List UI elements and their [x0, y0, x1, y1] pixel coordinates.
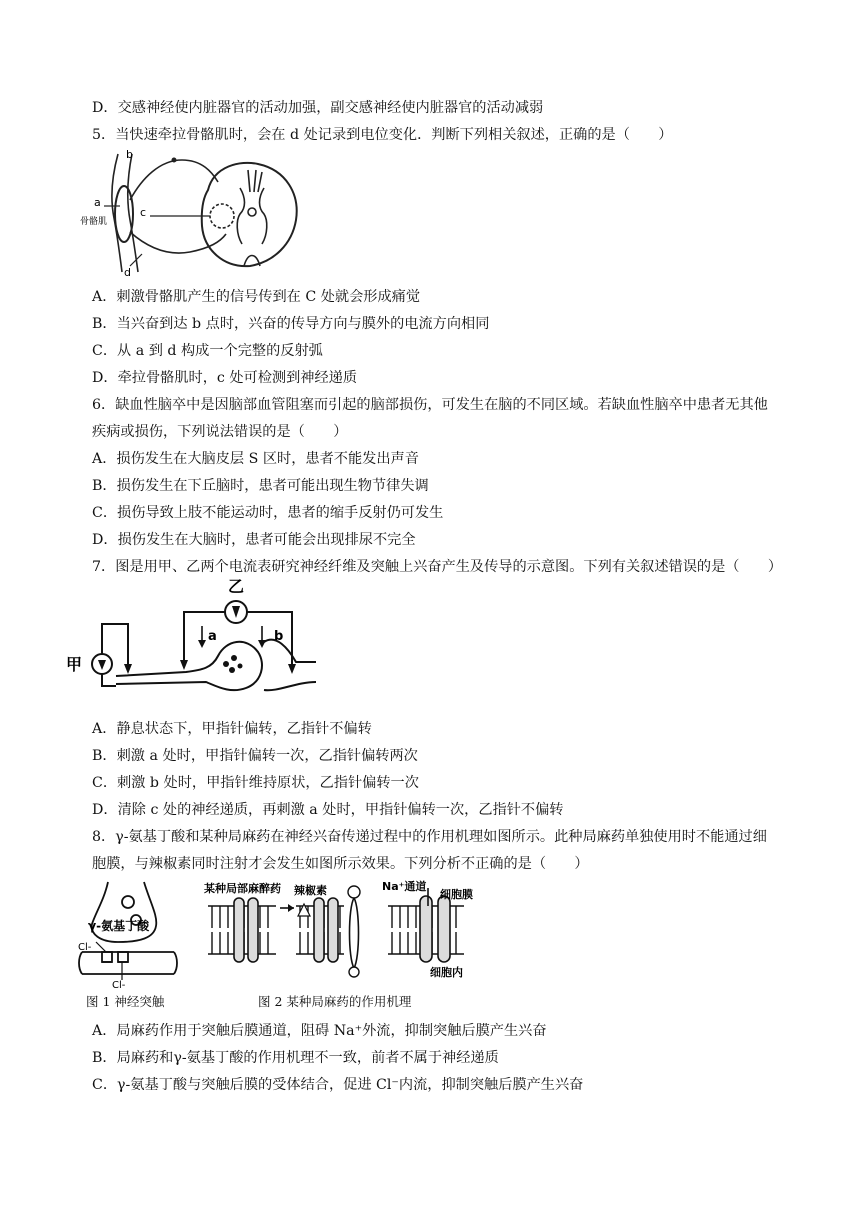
- q8-fig1-label-cl-top: Cl-: [78, 942, 92, 953]
- q6-option-d: D．损伤发生在大脑时，患者可能会出现排尿不完全: [92, 532, 416, 548]
- q4-option-d: D．交感神经使内脏器官的活动加强，副交感神经使内脏器官的活动减弱: [92, 100, 544, 116]
- q8-fig2-label-membrane: 细胞膜: [440, 888, 473, 901]
- q6-stem-line1: 6．缺血性脑卒中是因脑部血管阻塞而引起的脑部损伤，可发生在脑的不同区域。若缺血性脑卒中患者无其他: [92, 397, 768, 413]
- q7-option-c: C．刺激 b 处时，甲指针维持原状，乙指针偏转一次: [92, 775, 419, 791]
- q7-label-b: b: [274, 629, 284, 644]
- q8-fig2-caption: 图 2 某种局麻药的作用机理: [258, 994, 412, 1009]
- q5-label-d: d: [124, 266, 131, 279]
- q8-fig1-label-cl-bottom: Cl-: [112, 980, 126, 991]
- q5-label-c: c: [140, 206, 147, 219]
- q5-option-b: B．当兴奋到达 b 点时，兴奋的传导方向与膜外的电流方向相同: [92, 316, 490, 332]
- q5-option-c: C．从 a 到 d 构成一个完整的反射弧: [92, 343, 323, 359]
- q6-stem-line2: 疾病或损伤，下列说法错误的是（ ）: [92, 424, 348, 440]
- q5-label-muscle: 骨骼肌: [80, 217, 108, 227]
- q5-label-b: b: [126, 148, 133, 161]
- q8-option-c: C．γ-氨基丁酸与突触后膜的受体结合，促进 Cl⁻内流，抑制突触后膜产生兴奋: [92, 1077, 584, 1093]
- q5-reflex-arc-figure: [80, 148, 290, 279]
- q8-option-a: A．局麻药作用于突触后膜通道，阻碍 Na⁺外流，抑制突触后膜产生兴奋: [92, 1023, 547, 1039]
- q7-option-b: B．刺激 a 处时，甲指针偏转一次，乙指针偏转两次: [92, 748, 418, 764]
- q8-anesthetic-mechanism-figure: [194, 878, 484, 980]
- q8-fig1-label-gaba: γ-氨基丁酸: [88, 919, 150, 933]
- q7-label-jia: 甲: [66, 655, 83, 674]
- q6-option-b: B．损伤发生在下丘脑时，患者可能出现生物节律失调: [92, 478, 429, 494]
- q7-label-yi: 乙: [228, 577, 245, 596]
- q8-fig1-caption: 图 1 神经突触: [86, 994, 165, 1009]
- q7-stem: 7．图是用甲、乙两个电流表研究神经纤维及突触上兴奋产生及传导的示意图。下列有关叙述错误的是（ ）: [92, 559, 783, 575]
- q8-stem-line2: 胞膜，与辣椒素同时注射才会发生如图所示效果。下列分析不正确的是（ ）: [92, 856, 589, 872]
- q8-stem-line1: 8．γ-氨基丁酸和某种局麻药在神经兴奋传递过程中的作用机理如图所示。此种局麻药单独使用时不能通过细: [92, 829, 767, 845]
- q8-fig2-label-drug: 某种局部麻醉药: [204, 882, 281, 895]
- q7-option-a: A．静息状态下，甲指针偏转，乙指针不偏转: [92, 721, 372, 737]
- q5-stem: 5．当快速牵拉骨骼肌时，会在 d 处记录到电位变化．判断下列相关叙述，正确的是（ ）: [92, 127, 673, 143]
- q5-option-d: D．牵拉骨骼肌时，c 处可检测到神经递质: [92, 370, 358, 386]
- q8-fig2-label-capsaicin: 辣椒素: [294, 884, 327, 897]
- q5-option-a: A．刺激骨骼肌产生的信号传到在 C 处就会形成痛觉: [92, 289, 421, 305]
- q7-galvanometer-figure: [66, 578, 306, 708]
- q8-fig2-label-na-channel: Na⁺通道: [382, 880, 427, 893]
- q6-option-c: C．损伤导致上肢不能运动时，患者的缩手反射仍可发生: [92, 505, 444, 521]
- q8-fig2-label-inside: 细胞内: [430, 966, 463, 979]
- q6-option-a: A．损伤发生在大脑皮层 S 区时，患者不能发出声音: [92, 451, 419, 467]
- q8-option-b: B．局麻药和γ-氨基丁酸的作用机理不一致，前者不属于神经递质: [92, 1050, 499, 1066]
- q7-label-a: a: [208, 629, 217, 644]
- q7-option-d: D．清除 c 处的神经递质，再刺激 a 处时，甲指针偏转一次，乙指针不偏转: [92, 802, 564, 818]
- q8-synapse-figure: [78, 878, 188, 991]
- q5-label-a: a: [94, 196, 101, 209]
